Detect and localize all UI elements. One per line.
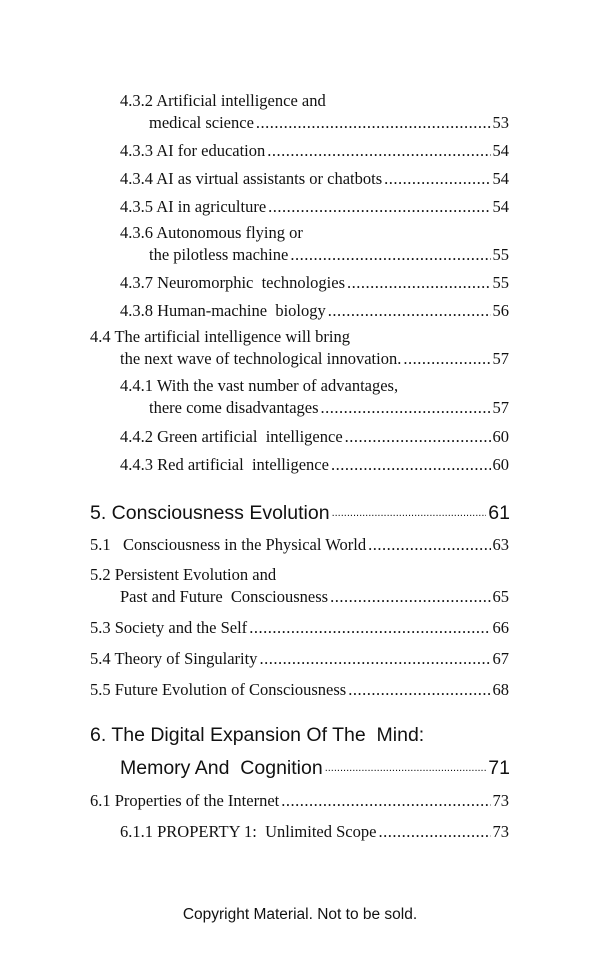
page-number: 54 [492,141,509,160]
toc-entry-title-cont: there come disadvantages [149,398,319,417]
toc-entry-title: 5.4 Theory of Singularity [90,649,258,668]
page-number: 63 [492,535,509,554]
toc-entry-4-3-5[interactable] [120,196,509,217]
toc-entry-title: 4.3.6 Autonomous flying or [120,223,303,242]
page-number: 66 [492,618,509,637]
toc-entry-6-1-1[interactable] [120,821,509,842]
page-number: 67 [492,649,509,668]
dot-leader [331,455,491,475]
toc-entry-4-4-2[interactable] [120,426,509,447]
toc-entry-4-3-6[interactable] [120,223,509,265]
toc-entry-title: 4.4.1 With the vast number of advantages, [120,376,399,395]
toc-entry-4-3-7[interactable] [120,272,509,293]
toc-entry-4-4-3[interactable] [120,454,509,475]
dot-leader [249,618,490,638]
chapter-title: 5. Consciousness Evolution [90,502,330,524]
toc-entry-title: 6.1 Properties of the Internet [90,791,280,810]
dot-leader [345,427,491,447]
dot-leader [259,649,490,669]
dot-leader [347,273,491,293]
page-number: 54 [492,197,509,216]
page-number: 57 [492,398,509,417]
dot-leader [403,349,490,369]
toc-entry-title: 5.1 Consciousness in the Physical World [90,535,367,554]
toc-entry-title-cont: Past and Future Consciousness [120,587,329,606]
toc-entry-6-1[interactable] [90,790,509,811]
dot-leader [267,141,490,161]
dot-leader [268,197,490,217]
dot-leader [325,758,487,778]
toc-entry-title: 4.3.3 AI for education [120,141,266,160]
page-number: 60 [492,427,509,446]
toc-entry-4-3-4[interactable] [120,168,509,189]
page-number: 55 [492,273,509,292]
toc-entry-5-3[interactable] [90,617,509,638]
toc-entry-5-4[interactable] [90,648,509,669]
dot-leader [348,680,490,700]
toc-entry-4-3-3[interactable] [120,140,509,161]
copyright-footer: Copyright Material. Not to be sold. [182,906,418,923]
dot-leader [256,113,491,133]
toc-entry-4-4-1[interactable] [120,376,509,418]
dot-leader [384,169,490,189]
page-number: 56 [492,301,509,320]
toc-entry-title-cont: medical science [149,113,254,132]
toc-entry-title: 4.4 The artificial intelligence will bring [90,327,350,346]
page-number: 71 [488,757,510,779]
toc-entry-title: 4.4.2 Green artificial intelligence [120,427,343,446]
toc-entry-title: 5.5 Future Evolution of Consciousness [90,680,347,699]
dot-leader [281,791,490,811]
toc-entry-title: 4.3.8 Human-machine biology [120,301,326,320]
toc-entry-title-cont: the next wave of technological innovation. [120,349,402,368]
dot-leader [378,822,490,842]
toc-chapter-5[interactable] [90,497,510,523]
page-number: 54 [492,169,509,188]
dot-leader [321,398,491,418]
toc-entry-4-3-2[interactable] [120,91,509,133]
toc-entry-title: 5.3 Society and the Self [90,618,248,637]
page-number: 73 [492,791,509,810]
page-number: 65 [492,587,509,606]
toc-entry-title: 5.2 Persistent Evolution and [90,565,277,584]
toc-entry-4-4[interactable] [90,327,509,369]
toc-entry-title: 4.3.4 AI as virtual assistants or chatbots [120,169,383,188]
toc-entry-5-2[interactable] [90,565,509,607]
toc-chapter-6[interactable] [90,722,510,778]
dot-leader [332,503,487,523]
toc-entry-5-1[interactable] [90,534,509,555]
dot-leader [368,535,490,555]
toc-entry-title: 4.3.7 Neuromorphic technologies [120,273,345,292]
dot-leader [330,587,490,607]
toc-entry-title: 4.4.3 Red artificial intelligence [120,455,329,474]
toc-entry-title-cont: the pilotless machine [149,245,289,264]
page-number: 53 [492,113,509,132]
page-number: 55 [492,245,509,264]
chapter-title-cont: Memory And Cognition [120,757,323,779]
page-number: 57 [492,349,509,368]
toc-entry-4-3-8[interactable] [120,300,509,321]
page-number: 60 [492,455,509,474]
dot-leader [328,301,491,321]
page-number: 73 [492,822,509,841]
page-number: 61 [488,502,510,524]
toc-entry-title: 6.1.1 PROPERTY 1: Unlimited Scope [120,822,377,841]
toc-entry-title: 4.3.2 Artificial intelligence and [120,91,326,110]
toc-entry-title: 4.3.5 AI in agriculture [120,197,267,216]
toc-entry-5-5[interactable] [90,679,509,700]
dot-leader [290,245,490,265]
page-number: 68 [492,680,509,699]
chapter-title: 6. The Digital Expansion Of The Mind: [90,724,425,746]
